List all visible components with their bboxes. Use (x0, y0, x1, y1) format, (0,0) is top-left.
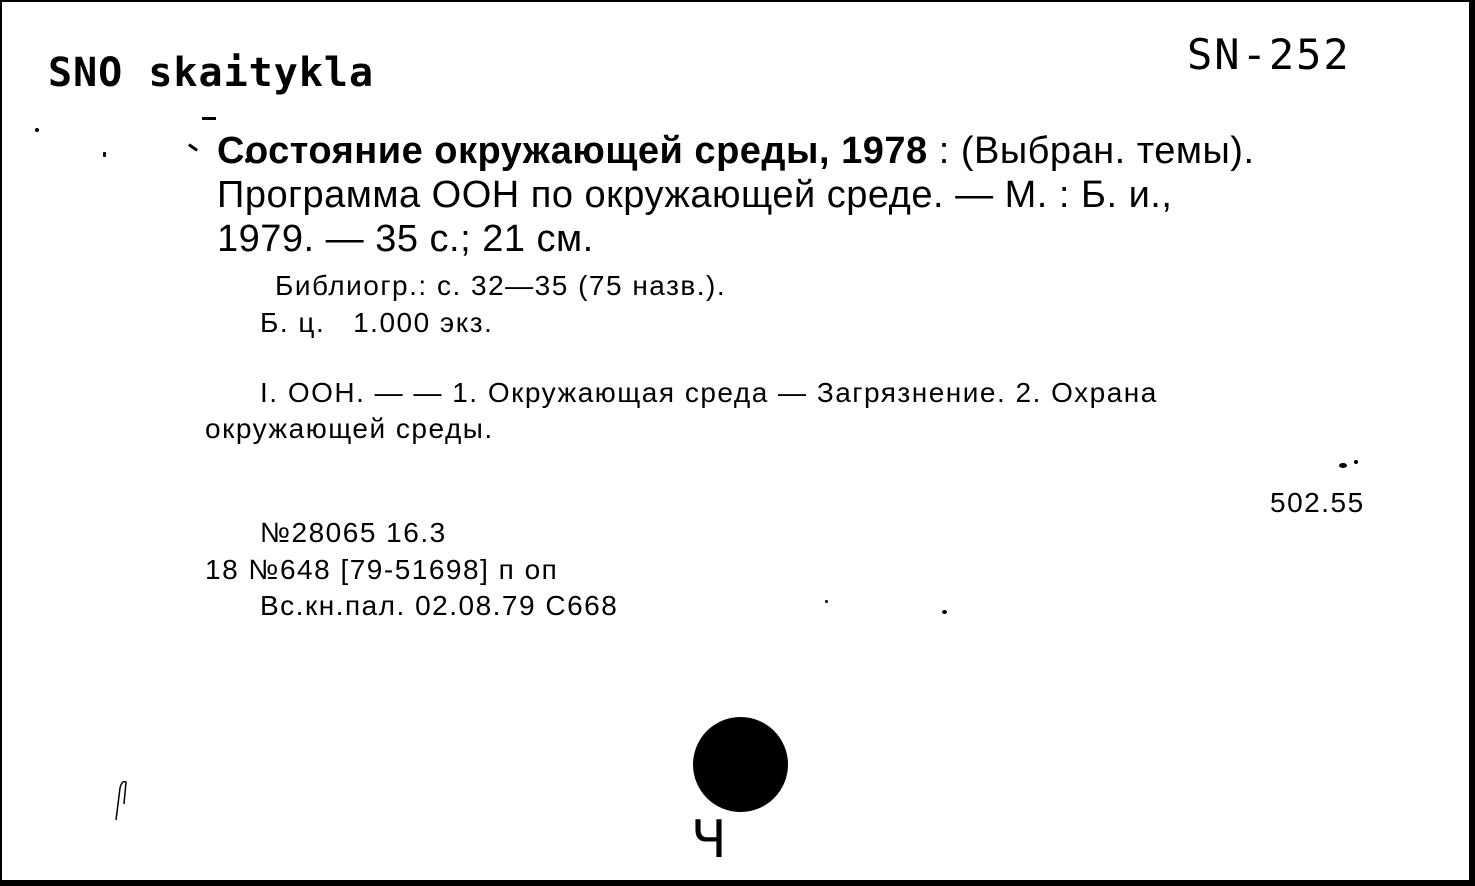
speck-mark (35, 128, 39, 132)
publication-line: Программа ООН по окружающей среде. — М. : Б. и., (217, 174, 1173, 216)
record-line: Вс.кн.пал. 02.08.79 С668 (260, 590, 619, 621)
speck-mark (1354, 460, 1358, 464)
subject-headings: I. ООН. — — 1. Окружающая среда — Загрязнение. 2. Охрана (260, 377, 1158, 408)
speck-mark (1339, 463, 1347, 468)
title-line (217, 130, 1255, 173)
book-title: Состояние окружающей среды, 1978 (217, 130, 928, 172)
price-copies-note: Б. ц. 1.000 экз. (260, 307, 494, 338)
classification-number: 502.55 (1270, 487, 1365, 518)
title-remainder: : (Выбран. темы). (927, 130, 1255, 172)
subject-headings-continued: окружающей среды. (205, 413, 494, 444)
record-line: №28065 16.3 (260, 517, 447, 548)
collection-label: SNO skaitykla (48, 50, 375, 96)
handwritten-mark: Ч (691, 810, 727, 870)
tick-mark (188, 143, 198, 151)
speck-mark (103, 152, 106, 157)
shelfmark: SN-252 (1187, 30, 1351, 79)
physical-description-line: 1979. — 35 с.; 21 см. (217, 218, 594, 260)
tick-mark (202, 117, 216, 120)
punch-hole (693, 717, 788, 812)
bibliography-note: Библиогр.: с. 32—35 (75 назв.). (275, 270, 727, 301)
record-line: 18 №648 [79-51698] п оп (205, 554, 559, 585)
pencil-mark (110, 774, 134, 824)
speck-mark (942, 610, 947, 614)
speck-mark (825, 600, 828, 603)
